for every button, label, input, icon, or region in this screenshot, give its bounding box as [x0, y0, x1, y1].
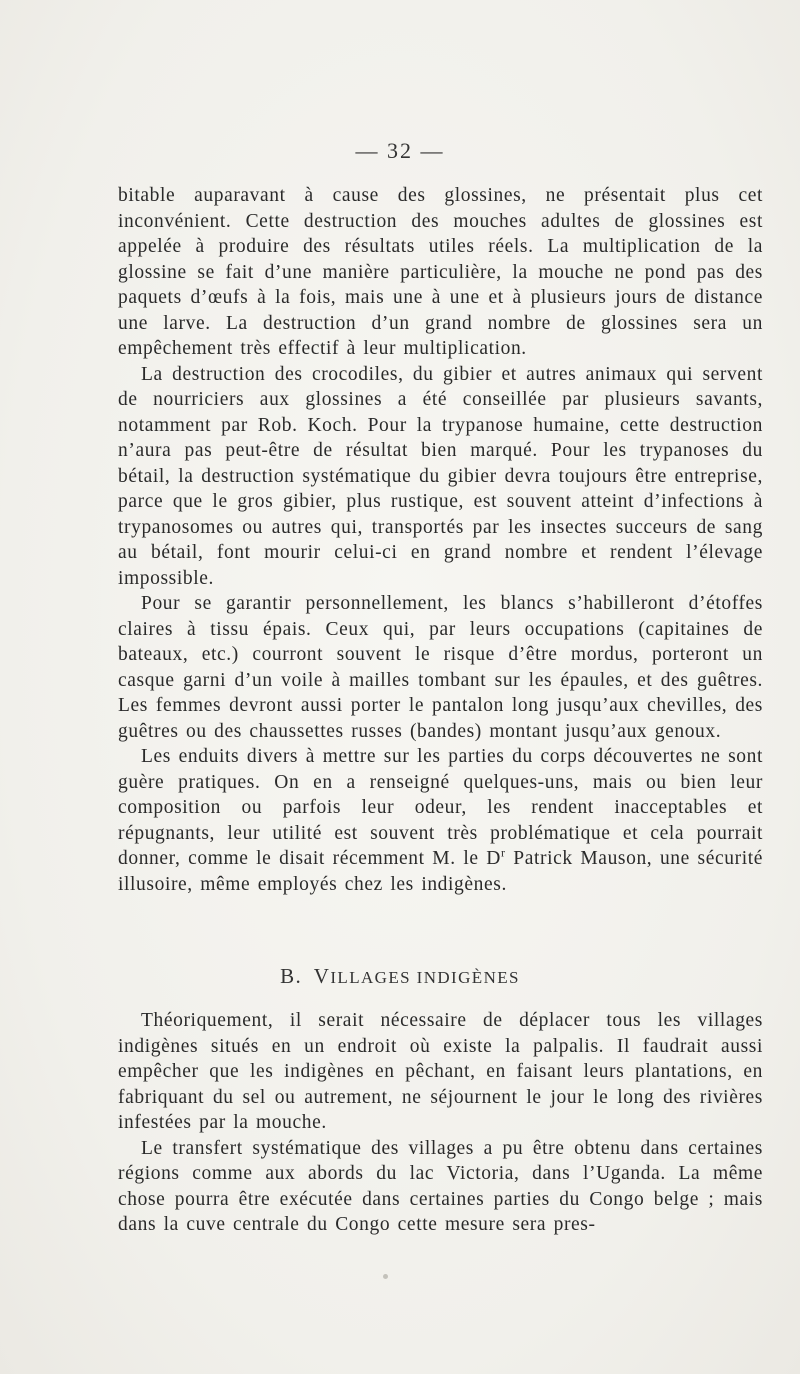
- paragraph-enduits-text-2: Patrick Mauson, une sécurité illusoire, même employés chez les indigènes.: [118, 848, 763, 895]
- paragraph-enduits-text-1: Les enduits divers à mettre sur les parties du corps découvertes ne sont guère pratiques. On en a renseigné quelques-uns, mais ou bien leur composition ou parfois leur odeur, les rendent inacceptables et répugnants, leur utilité est souvent très problématique et cela pourrait donner, comme le disait récemment M. le D: [118, 746, 763, 869]
- paragraph-transfert-villages: Le transfert systématique des villages a pu être obtenu dans certaines régions comme aux abords du lac Victoria, dans l’Uganda. La même chose pourra être exécutée dans certaines parties du Congo belge ; mais dans la cuve centrale du Congo cette mesure sera pres-: [118, 1137, 763, 1235]
- upper-text-block: [118, 183, 763, 897]
- lower-text-block: [118, 1008, 763, 1238]
- section-letter: B.: [280, 964, 303, 988]
- paragraph-enduits: [118, 744, 763, 897]
- paragraph-deplacement-villages: Théoriquement, il serait nécessaire de déplacer tous les villages indigènes situés en un endroit où existe la palpalis. Il faudrait aussi empêcher que les indigènes en pêchant, en faisant leurs plantations, en fabriquant du sel ou autrement, ne séjournent le jour le long des rivières infestées par la mouche.: [118, 1010, 763, 1133]
- section-heading-rest: ILLAGES INDIGÈNES: [330, 968, 520, 987]
- doctor-superscript: r: [501, 845, 506, 860]
- page-number: — 32 —: [355, 138, 445, 163]
- section-heading-initial: V: [313, 964, 331, 988]
- paper-speck: [383, 1274, 388, 1279]
- paragraph-crocodiles-gibier: La destruction des crocodiles, du gibier et autres animaux qui servent de nourriciers aux glossines a été conseillée par plusieurs savants, notamment par Rob. Koch. Pour la trypanose humaine, cette destruction n’aura pas peut-être de résultat bien marqué. Pour les trypanoses du bétail, la destruction systématique du gibier devra toujours être entreprise, parce que le gros gibier, plus rustique, est souvent atteint d’infections à trypanosomes ou autres qui, transportés par les insectes succeurs de sang au bétail, font mourir celui-ci en grand nombre et rendent l’élevage impossible.: [118, 363, 763, 589]
- section-heading-villages: [0, 964, 800, 989]
- paragraph-glossine-destruction: bitable auparavant à cause des glossines, ne présentait plus cet inconvénient. Cette destruction des mouches adultes de glossines est appelée à produire des résultats utiles réels. La multiplication de la glossine se fait d’une manière particulière, la mouche ne pond pas des paquets d’œufs à la fois, mais une à une et à plusieurs jours de distance une larve. La destruction d’un grand nombre de glossines sera un empêchement très effectif à leur multiplication.: [118, 185, 763, 359]
- paragraph-protection-blancs: Pour se garantir personnellement, les blancs s’habilleront d’étoffes claires à tissu épais. Ceux qui, par leurs occupations (capitaines de bateaux, etc.) courront souvent le risque d’être mordus, porteront un casque garni d’un voile à mailles tombant sur les épaules, et des guêtres. Les femmes devront aussi porter le pantalon long jusqu’aux chevilles, des guêtres ou des chaussettes russes (bandes) montant jusqu’aux genoux.: [118, 593, 763, 742]
